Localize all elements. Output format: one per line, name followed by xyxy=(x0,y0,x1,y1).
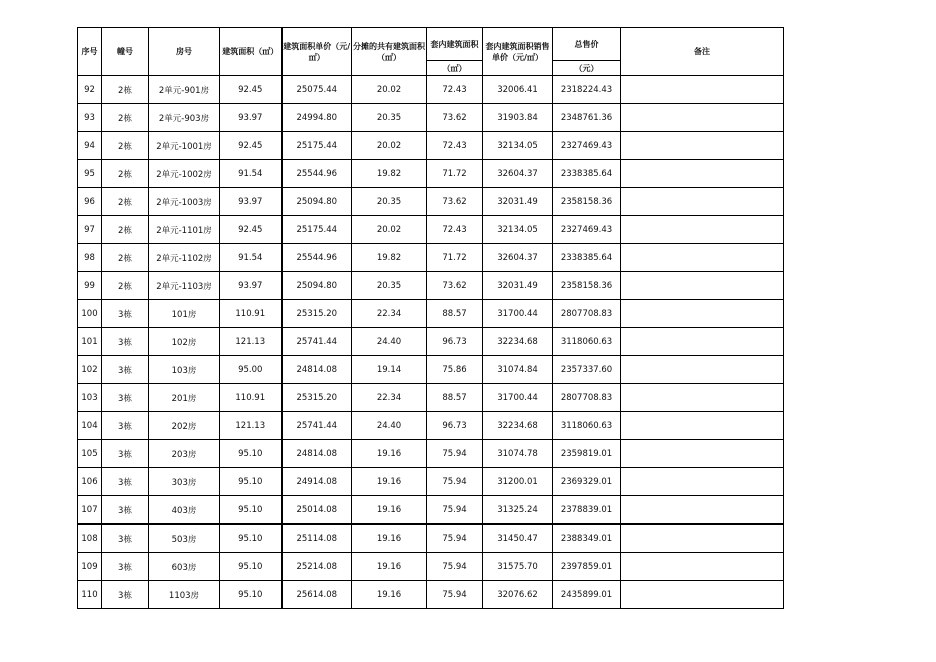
cell-room[interactable]: 2单元-1103房 xyxy=(149,272,220,300)
cell-inner-unit-price[interactable]: 31903.84 xyxy=(483,104,553,132)
table-row xyxy=(78,216,784,244)
cell-building[interactable]: 3栋 xyxy=(102,412,149,440)
cell-inner-unit-price[interactable]: 31575.70 xyxy=(483,553,553,581)
cell-seq[interactable]: 109 xyxy=(78,553,102,581)
cell-inner-unit-price[interactable]: 32076.62 xyxy=(483,581,553,609)
cell-total-price[interactable]: 2357337.60 xyxy=(553,356,621,384)
cell-inner-area[interactable]: 73.62 xyxy=(427,188,483,216)
cell-shared-area[interactable]: 19.16 xyxy=(352,524,427,553)
cell-area[interactable]: 93.97 xyxy=(220,188,282,216)
cell-seq[interactable]: 92 xyxy=(78,76,102,104)
cell-inner-unit-price[interactable]: 32604.37 xyxy=(483,244,553,272)
table-row xyxy=(78,468,784,496)
table-row xyxy=(78,356,784,384)
table-row xyxy=(78,581,784,609)
cell-remarks[interactable] xyxy=(621,581,784,609)
cell-area-unit-price[interactable]: 25315.20 xyxy=(282,300,352,328)
table-row xyxy=(78,272,784,300)
cell-area[interactable]: 93.97 xyxy=(220,104,282,132)
table-row xyxy=(78,496,784,525)
table-row xyxy=(78,300,784,328)
cell-building[interactable]: 3栋 xyxy=(102,468,149,496)
cell-area-unit-price[interactable]: 25315.20 xyxy=(282,384,352,412)
cell-room[interactable]: 303房 xyxy=(149,468,220,496)
cell-inner-area[interactable]: 75.86 xyxy=(427,356,483,384)
cell-building[interactable]: 2栋 xyxy=(102,272,149,300)
cell-building[interactable]: 3栋 xyxy=(102,328,149,356)
header-room: 房号 xyxy=(149,28,220,76)
cell-room[interactable]: 403房 xyxy=(149,496,220,525)
cell-total-price[interactable]: 2807708.83 xyxy=(553,300,621,328)
cell-seq[interactable]: 106 xyxy=(78,468,102,496)
cell-area[interactable]: 110.91 xyxy=(220,384,282,412)
cell-shared-area[interactable]: 19.16 xyxy=(352,553,427,581)
cell-total-price[interactable]: 2435899.01 xyxy=(553,581,621,609)
price-list-table xyxy=(77,27,784,609)
cell-total-price[interactable]: 3118060.63 xyxy=(553,328,621,356)
cell-shared-area[interactable]: 22.34 xyxy=(352,384,427,412)
cell-total-price[interactable]: 2358158.36 xyxy=(553,188,621,216)
table-row xyxy=(78,553,784,581)
cell-inner-area[interactable]: 75.94 xyxy=(427,440,483,468)
cell-seq[interactable]: 97 xyxy=(78,216,102,244)
cell-building[interactable]: 2栋 xyxy=(102,76,149,104)
cell-seq[interactable]: 94 xyxy=(78,132,102,160)
header-building: 幢号 xyxy=(102,28,149,76)
cell-inner-unit-price[interactable]: 32006.41 xyxy=(483,76,553,104)
header-inner-area-unit: （㎡） xyxy=(427,61,483,76)
cell-remarks[interactable] xyxy=(621,132,784,160)
cell-area-unit-price[interactable]: 24814.08 xyxy=(282,440,352,468)
cell-inner-unit-price[interactable]: 32234.68 xyxy=(483,412,553,440)
cell-area[interactable]: 121.13 xyxy=(220,328,282,356)
cell-building[interactable]: 3栋 xyxy=(102,524,149,553)
cell-area-unit-price[interactable]: 25114.08 xyxy=(282,524,352,553)
cell-total-price[interactable]: 2807708.83 xyxy=(553,384,621,412)
cell-total-price[interactable]: 2318224.43 xyxy=(553,76,621,104)
cell-inner-area[interactable]: 75.94 xyxy=(427,553,483,581)
cell-inner-area[interactable]: 96.73 xyxy=(427,412,483,440)
cell-room[interactable]: 101房 xyxy=(149,300,220,328)
cell-remarks[interactable] xyxy=(621,524,784,553)
cell-inner-area[interactable]: 75.94 xyxy=(427,468,483,496)
header-total-price-unit: （元） xyxy=(553,61,621,76)
cell-shared-area[interactable]: 24.40 xyxy=(352,328,427,356)
cell-inner-area[interactable]: 88.57 xyxy=(427,384,483,412)
cell-inner-unit-price[interactable]: 31074.84 xyxy=(483,356,553,384)
cell-inner-unit-price[interactable]: 31074.78 xyxy=(483,440,553,468)
cell-seq[interactable]: 107 xyxy=(78,496,102,525)
cell-inner-area[interactable]: 75.94 xyxy=(427,524,483,553)
cell-area[interactable]: 95.10 xyxy=(220,468,282,496)
cell-remarks[interactable] xyxy=(621,160,784,188)
cell-remarks[interactable] xyxy=(621,300,784,328)
table-body xyxy=(78,76,784,609)
cell-seq[interactable]: 95 xyxy=(78,160,102,188)
table-row xyxy=(78,328,784,356)
cell-room[interactable]: 1103房 xyxy=(149,581,220,609)
cell-room[interactable]: 2单元-1101房 xyxy=(149,216,220,244)
cell-area-unit-price[interactable]: 25075.44 xyxy=(282,76,352,104)
cell-room[interactable]: 201房 xyxy=(149,384,220,412)
cell-building[interactable]: 2栋 xyxy=(102,104,149,132)
cell-inner-area[interactable]: 73.62 xyxy=(427,104,483,132)
cell-shared-area[interactable]: 20.35 xyxy=(352,272,427,300)
cell-room[interactable]: 102房 xyxy=(149,328,220,356)
cell-shared-area[interactable]: 20.02 xyxy=(352,216,427,244)
cell-inner-unit-price[interactable]: 32134.05 xyxy=(483,132,553,160)
cell-area[interactable]: 95.10 xyxy=(220,553,282,581)
cell-building[interactable]: 3栋 xyxy=(102,440,149,468)
header-total-price: 总售价 xyxy=(553,28,621,61)
table-row xyxy=(78,104,784,132)
cell-building[interactable]: 2栋 xyxy=(102,188,149,216)
cell-remarks[interactable] xyxy=(621,384,784,412)
cell-area-unit-price[interactable]: 24814.08 xyxy=(282,356,352,384)
cell-inner-unit-price[interactable]: 32031.49 xyxy=(483,272,553,300)
cell-shared-area[interactable]: 22.34 xyxy=(352,300,427,328)
table-row xyxy=(78,384,784,412)
cell-shared-area[interactable]: 19.82 xyxy=(352,244,427,272)
cell-area-unit-price[interactable]: 24914.08 xyxy=(282,468,352,496)
table-row xyxy=(78,524,784,553)
cell-total-price[interactable]: 2369329.01 xyxy=(553,468,621,496)
cell-seq[interactable]: 110 xyxy=(78,581,102,609)
cell-area[interactable]: 110.91 xyxy=(220,300,282,328)
cell-inner-area[interactable]: 72.43 xyxy=(427,132,483,160)
cell-remarks[interactable] xyxy=(621,553,784,581)
cell-inner-unit-price[interactable]: 31700.44 xyxy=(483,384,553,412)
cell-shared-area[interactable]: 19.16 xyxy=(352,496,427,525)
cell-room[interactable]: 2单元-903房 xyxy=(149,104,220,132)
cell-building[interactable]: 2栋 xyxy=(102,160,149,188)
cell-remarks[interactable] xyxy=(621,440,784,468)
cell-area-unit-price[interactable]: 25214.08 xyxy=(282,553,352,581)
cell-area[interactable]: 93.97 xyxy=(220,272,282,300)
cell-inner-unit-price[interactable]: 31450.47 xyxy=(483,524,553,553)
cell-shared-area[interactable]: 19.16 xyxy=(352,440,427,468)
cell-inner-unit-price[interactable]: 32031.49 xyxy=(483,188,553,216)
table-row xyxy=(78,412,784,440)
cell-seq[interactable]: 102 xyxy=(78,356,102,384)
cell-seq[interactable]: 93 xyxy=(78,104,102,132)
cell-shared-area[interactable]: 19.82 xyxy=(352,160,427,188)
header-shared-area: 分摊的共有建筑面积（㎡） xyxy=(352,28,427,76)
cell-area-unit-price[interactable]: 25544.96 xyxy=(282,160,352,188)
cell-area-unit-price[interactable]: 25175.44 xyxy=(282,132,352,160)
cell-building[interactable]: 3栋 xyxy=(102,356,149,384)
cell-area[interactable]: 92.45 xyxy=(220,216,282,244)
header-remarks: 备注 xyxy=(621,28,784,76)
cell-building[interactable]: 3栋 xyxy=(102,300,149,328)
cell-room[interactable]: 503房 xyxy=(149,524,220,553)
cell-inner-area[interactable]: 88.57 xyxy=(427,300,483,328)
cell-shared-area[interactable]: 19.16 xyxy=(352,468,427,496)
cell-area-unit-price[interactable]: 25544.96 xyxy=(282,244,352,272)
header-inner-unit-price: 套内建筑面积销售单价（元/㎡） xyxy=(483,28,553,76)
cell-remarks[interactable] xyxy=(621,328,784,356)
cell-total-price[interactable]: 2338385.64 xyxy=(553,160,621,188)
cell-seq[interactable]: 103 xyxy=(78,384,102,412)
cell-building[interactable]: 3栋 xyxy=(102,384,149,412)
cell-seq[interactable]: 98 xyxy=(78,244,102,272)
cell-area-unit-price[interactable]: 25741.44 xyxy=(282,328,352,356)
cell-inner-unit-price[interactable]: 32234.68 xyxy=(483,328,553,356)
cell-remarks[interactable] xyxy=(621,356,784,384)
cell-shared-area[interactable]: 19.14 xyxy=(352,356,427,384)
cell-inner-area[interactable]: 75.94 xyxy=(427,581,483,609)
table-row xyxy=(78,440,784,468)
cell-seq[interactable]: 105 xyxy=(78,440,102,468)
cell-inner-unit-price[interactable]: 32604.37 xyxy=(483,160,553,188)
cell-shared-area[interactable]: 24.40 xyxy=(352,412,427,440)
header-seq: 序号 xyxy=(78,28,102,76)
cell-building[interactable]: 2栋 xyxy=(102,244,149,272)
cell-remarks[interactable] xyxy=(621,216,784,244)
table-row xyxy=(78,132,784,160)
cell-inner-area[interactable]: 73.62 xyxy=(427,272,483,300)
cell-room[interactable]: 2单元-1002房 xyxy=(149,160,220,188)
table-header xyxy=(78,28,784,76)
cell-inner-area[interactable]: 71.72 xyxy=(427,160,483,188)
cell-shared-area[interactable]: 20.35 xyxy=(352,104,427,132)
cell-inner-unit-price[interactable]: 31325.24 xyxy=(483,496,553,525)
cell-seq[interactable]: 104 xyxy=(78,412,102,440)
cell-room[interactable]: 202房 xyxy=(149,412,220,440)
cell-total-price[interactable]: 2327469.43 xyxy=(553,216,621,244)
cell-room[interactable]: 2单元-1001房 xyxy=(149,132,220,160)
cell-room[interactable]: 203房 xyxy=(149,440,220,468)
cell-total-price[interactable]: 2348761.36 xyxy=(553,104,621,132)
header-inner-area: 套内建筑面积 xyxy=(427,28,483,61)
cell-remarks[interactable] xyxy=(621,496,784,525)
cell-total-price[interactable]: 2397859.01 xyxy=(553,553,621,581)
cell-area-unit-price[interactable]: 25175.44 xyxy=(282,216,352,244)
cell-inner-area[interactable]: 96.73 xyxy=(427,328,483,356)
cell-area-unit-price[interactable]: 25614.08 xyxy=(282,581,352,609)
cell-seq[interactable]: 96 xyxy=(78,188,102,216)
cell-remarks[interactable] xyxy=(621,76,784,104)
cell-seq[interactable]: 101 xyxy=(78,328,102,356)
cell-building[interactable]: 3栋 xyxy=(102,581,149,609)
cell-room[interactable]: 2单元-901房 xyxy=(149,76,220,104)
cell-total-price[interactable]: 2338385.64 xyxy=(553,244,621,272)
header-area: 建筑面积（㎡） xyxy=(220,28,282,76)
cell-seq[interactable]: 99 xyxy=(78,272,102,300)
cell-building[interactable]: 2栋 xyxy=(102,132,149,160)
cell-area[interactable]: 92.45 xyxy=(220,132,282,160)
cell-area[interactable]: 91.54 xyxy=(220,244,282,272)
cell-remarks[interactable] xyxy=(621,188,784,216)
cell-inner-unit-price[interactable]: 31200.01 xyxy=(483,468,553,496)
cell-building[interactable]: 2栋 xyxy=(102,216,149,244)
cell-building[interactable]: 3栋 xyxy=(102,553,149,581)
cell-area-unit-price[interactable]: 25014.08 xyxy=(282,496,352,525)
cell-remarks[interactable] xyxy=(621,468,784,496)
table-row xyxy=(78,76,784,104)
cell-seq[interactable]: 108 xyxy=(78,524,102,553)
cell-seq[interactable]: 100 xyxy=(78,300,102,328)
cell-inner-area[interactable]: 75.94 xyxy=(427,496,483,525)
cell-total-price[interactable]: 3118060.63 xyxy=(553,412,621,440)
cell-total-price[interactable]: 2388349.01 xyxy=(553,524,621,553)
cell-inner-area[interactable]: 72.43 xyxy=(427,76,483,104)
cell-inner-unit-price[interactable]: 31700.44 xyxy=(483,300,553,328)
cell-remarks[interactable] xyxy=(621,412,784,440)
cell-area[interactable]: 95.10 xyxy=(220,440,282,468)
cell-total-price[interactable]: 2358158.36 xyxy=(553,272,621,300)
cell-area[interactable]: 95.00 xyxy=(220,356,282,384)
cell-area-unit-price[interactable]: 25094.80 xyxy=(282,188,352,216)
cell-inner-area[interactable]: 71.72 xyxy=(427,244,483,272)
cell-inner-area[interactable]: 72.43 xyxy=(427,216,483,244)
cell-area-unit-price[interactable]: 25094.80 xyxy=(282,272,352,300)
cell-room[interactable]: 2单元-1003房 xyxy=(149,188,220,216)
cell-area[interactable]: 95.10 xyxy=(220,581,282,609)
cell-shared-area[interactable]: 20.35 xyxy=(352,188,427,216)
cell-shared-area[interactable]: 20.02 xyxy=(352,76,427,104)
table-row xyxy=(78,244,784,272)
table-row xyxy=(78,160,784,188)
cell-total-price[interactable]: 2378839.01 xyxy=(553,496,621,525)
cell-shared-area[interactable]: 20.02 xyxy=(352,132,427,160)
header-area-unit-price: 建筑面积单价（元/㎡） xyxy=(282,28,352,76)
cell-area[interactable]: 91.54 xyxy=(220,160,282,188)
cell-remarks[interactable] xyxy=(621,104,784,132)
cell-area[interactable]: 95.10 xyxy=(220,524,282,553)
cell-area[interactable]: 95.10 xyxy=(220,496,282,525)
cell-area-unit-price[interactable]: 25741.44 xyxy=(282,412,352,440)
cell-area-unit-price[interactable]: 24994.80 xyxy=(282,104,352,132)
cell-room[interactable]: 603房 xyxy=(149,553,220,581)
table-row xyxy=(78,188,784,216)
cell-room[interactable]: 2单元-1102房 xyxy=(149,244,220,272)
cell-area[interactable]: 121.13 xyxy=(220,412,282,440)
cell-total-price[interactable]: 2327469.43 xyxy=(553,132,621,160)
cell-remarks[interactable] xyxy=(621,244,784,272)
cell-area[interactable]: 92.45 xyxy=(220,76,282,104)
cell-inner-unit-price[interactable]: 32134.05 xyxy=(483,216,553,244)
cell-total-price[interactable]: 2359819.01 xyxy=(553,440,621,468)
cell-building[interactable]: 3栋 xyxy=(102,496,149,525)
cell-shared-area[interactable]: 19.16 xyxy=(352,581,427,609)
cell-remarks[interactable] xyxy=(621,272,784,300)
cell-room[interactable]: 103房 xyxy=(149,356,220,384)
